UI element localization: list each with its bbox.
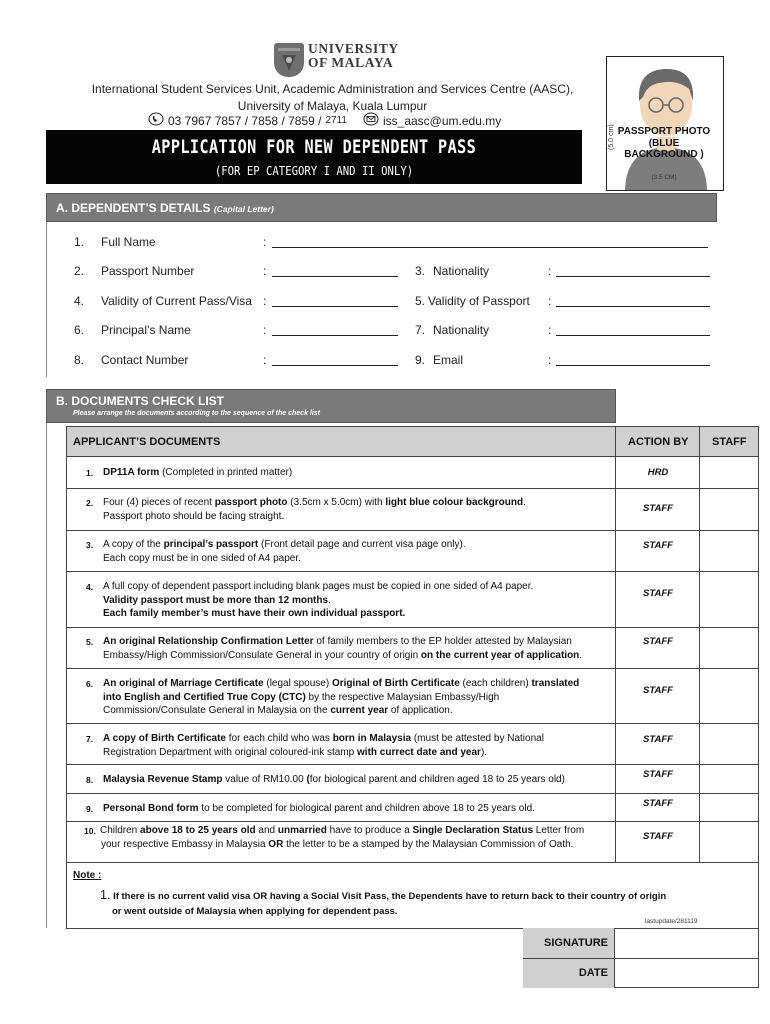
requirement-line (103, 466, 613, 480)
field-colon: : (263, 323, 267, 337)
action-by-value: STAFF (643, 503, 673, 514)
validity-current-pass-input[interactable] (272, 306, 398, 307)
field-number: 7. (415, 323, 426, 337)
bold-text: Malaysia Revenue Stamp (103, 774, 223, 785)
text: your respective Embassy in Malaysia (101, 838, 269, 850)
row-number: 1. (86, 468, 94, 478)
staff-check-cell[interactable] (700, 531, 758, 571)
requirement-line (103, 580, 613, 594)
nationality-label: Nationality (433, 264, 490, 278)
nationality-input[interactable] (556, 276, 710, 277)
action-by-value: STAFF (643, 769, 673, 780)
staff-check-cell[interactable] (700, 458, 758, 488)
email-label: Email (433, 353, 464, 367)
action-by-value: STAFF (643, 636, 673, 647)
passport-photo-box[interactable] (606, 56, 724, 191)
section-b-header (46, 389, 616, 423)
form-title: APPLICATION FOR NEW DEPENDENT PASS (151, 137, 477, 158)
row-number: 2. (86, 498, 94, 508)
requirement-line (103, 773, 613, 787)
text: to be completed for biological parent and children above 18 to 25 years old. (198, 803, 535, 814)
text: Letter from (533, 825, 585, 836)
row-number: 3. (86, 540, 94, 550)
field-number: 1. (74, 235, 85, 249)
validity-passport-label: Validity of Passport (428, 294, 530, 308)
principal-name-input[interactable] (272, 335, 398, 336)
text: value of RM10.00 (222, 774, 307, 785)
document-requirement-text (103, 580, 613, 621)
university-crest-logo (274, 43, 304, 77)
field-colon: : (263, 353, 267, 367)
bold-text: ( (306, 774, 310, 785)
bold-text: with currect date and year (357, 746, 481, 758)
section-b-frame-left (46, 423, 47, 928)
section-a-subtitle: (Capital Letter) (213, 204, 274, 214)
staff-check-cell[interactable] (700, 822, 758, 862)
passport-number-label: Passport Number (101, 264, 195, 278)
requirement-line (103, 677, 613, 691)
document-requirement-text (103, 466, 613, 480)
action-by-value: STAFF (643, 734, 673, 745)
section-b-subtitle: Please arrange the documents according to the sequence of the check list (73, 410, 321, 417)
row-number: 5. (86, 637, 94, 647)
text: the letter to be a stamped by the Malaysian Commission of Oath. (283, 838, 574, 850)
note-number: 1. (100, 888, 111, 902)
text: ). (480, 746, 488, 758)
date-label: DATE (578, 967, 608, 979)
bold-text: light blue colour background (385, 497, 524, 508)
text: for biological parent and children aged 18 to 25 years old) (309, 774, 565, 785)
contact-number-input[interactable] (272, 365, 398, 366)
requirement-line (103, 704, 613, 718)
text: Passport photo should be facing straight. (103, 510, 285, 522)
requirement-line (100, 838, 610, 852)
field-colon: : (263, 264, 267, 278)
bold-text: born in Malaysia (332, 733, 412, 744)
requirement-line (103, 649, 613, 663)
requirement-line (103, 691, 613, 705)
field-colon: : (548, 323, 552, 337)
field-number: 5. (415, 294, 426, 308)
form-subtitle: (FOR EP CATEGORY I AND II ONLY) (214, 163, 414, 178)
requirement-line (103, 732, 613, 746)
action-by-value: STAFF (643, 831, 673, 842)
row-divider (66, 862, 759, 863)
bold-text: translated (531, 678, 580, 689)
address-line-2: University of Malaya, Kuala Lumpur (237, 99, 428, 113)
field-number: 9. (415, 353, 426, 367)
row-number: 10. (84, 826, 96, 836)
field-colon: : (263, 294, 267, 308)
form-title-bar (46, 130, 582, 184)
contact-line (148, 112, 501, 129)
document-requirement-text (103, 773, 613, 787)
field-colon: : (548, 264, 552, 278)
text: (Front detail page and current visa page only). (258, 539, 466, 550)
full-name-input[interactable] (272, 247, 708, 248)
requirement-line (103, 510, 613, 524)
requirement-line (100, 824, 610, 838)
col-header-action-by: ACTION BY (628, 436, 689, 448)
bold-text: Personal Bond form (103, 803, 199, 814)
bold-text: principal’s passport (163, 539, 259, 550)
document-requirement-text (100, 824, 610, 851)
requirement-line (103, 607, 613, 621)
staff-check-cell[interactable] (700, 765, 758, 793)
requirement-line (103, 496, 613, 510)
requirement-line (103, 594, 613, 608)
text: by the respective Malaysian Embassy/High (305, 691, 500, 703)
photo-width-text: (3.5 CM) (651, 174, 677, 181)
document-requirement-text (103, 538, 613, 565)
bold-text: Original of Birth Certificate (331, 678, 460, 689)
validity-current-pass-label: Validity of Current Pass/Visa (101, 294, 252, 308)
document-requirement-text (103, 635, 613, 662)
row-number: 7. (86, 734, 94, 744)
text: . (523, 497, 526, 508)
requirement-line (103, 552, 613, 566)
text: have to produce a (326, 825, 413, 836)
field-colon: : (548, 353, 552, 367)
person-silhouette-icon (607, 57, 724, 191)
field-number: 3. (415, 264, 426, 278)
email-input[interactable] (556, 365, 710, 366)
section-b-title: B. DOCUMENTS CHECK LIST (56, 394, 224, 408)
text: . (328, 594, 331, 606)
last-update-text: lastupdate/281119 (645, 918, 698, 925)
validity-passport-input[interactable] (556, 306, 710, 307)
requirement-line (103, 538, 613, 552)
phone-icon (148, 112, 164, 129)
document-requirement-text (103, 802, 613, 816)
bold-text: above 18 to 25 years old (140, 825, 256, 836)
bold-text: An original Relationship Confirmation Letter (103, 636, 314, 647)
text: and (255, 825, 278, 836)
text: A full copy of dependent passport including blank pages must be copied in one sided of A4 paper. (103, 581, 534, 592)
action-by-value: STAFF (643, 798, 673, 809)
signature-field[interactable] (616, 929, 758, 957)
text: Registration Department with original coloured-ink stamp (103, 746, 358, 758)
bold-text: on the current year of application (420, 649, 580, 661)
envelope-icon (363, 112, 379, 129)
field-colon: : (263, 235, 267, 249)
text: Embassy/High Commission/Consulate General in your country of origin (103, 649, 421, 661)
date-field[interactable] (616, 959, 758, 987)
bold-text: Validity passport must be more than 12 months (103, 594, 329, 606)
requirement-line (103, 746, 613, 760)
note-label: Note : (73, 870, 102, 881)
text: of application. (388, 705, 453, 716)
field-number: 2. (74, 264, 85, 278)
text: Four (4) pieces of recent (103, 497, 215, 508)
field-number: 6. (74, 323, 85, 337)
bold-text: unmarried (277, 825, 327, 836)
document-requirement-text (103, 496, 613, 523)
action-by-value: STAFF (643, 540, 673, 551)
text: Commission/Consulate General in Malaysia on the (103, 705, 331, 716)
text: (each children) (459, 678, 532, 689)
field-number: 8. (74, 353, 85, 367)
text: (3.5cm x 5.0cm) with (287, 497, 386, 508)
document-requirement-text (103, 677, 613, 718)
logo-text-of-malaya: OF MALAYA (308, 55, 394, 70)
phone-extension: 2711 (325, 115, 347, 126)
text: (must be attested by National (411, 733, 544, 744)
staff-check-cell[interactable] (700, 489, 758, 530)
bold-text: current year (330, 705, 389, 716)
text: (legal spouse) (263, 678, 332, 689)
section-a-frame-left (46, 222, 47, 377)
note-line-1: If there is no current valid visa OR having a Social Visit Pass, the Dependents have to return back to their country of origin (113, 891, 667, 902)
photo-height-text: (5.0 cm) (608, 124, 615, 150)
note-item (100, 888, 666, 919)
staff-check-cell[interactable] (700, 794, 758, 821)
text: for each child who was (225, 733, 333, 744)
action-by-value: HRD (647, 467, 669, 478)
full-name-label: Full Name (101, 235, 156, 249)
signature-label: SIGNATURE (544, 937, 608, 949)
bold-text: A copy of Birth Certificate (103, 733, 226, 744)
bold-text: passport photo (214, 497, 288, 508)
bold-text: Each family member’s must have their own individual passport. (103, 608, 406, 619)
staff-check-cell[interactable] (700, 669, 758, 723)
passport-number-input[interactable] (272, 276, 398, 277)
passport-photo-label: PASSPORT PHOTO (BLUE BACKGROUND ) (617, 126, 711, 160)
row-number: 9. (86, 804, 94, 814)
row-number: 4. (86, 582, 94, 592)
note-line-2: or went outside of Malaysia when applying for dependent pass. (112, 906, 398, 917)
address-line-1: International Student Services Unit, Academic Administration and Services Centre (AASC), (91, 82, 574, 96)
staff-check-cell[interactable] (700, 628, 758, 668)
text: Children (100, 825, 141, 836)
bold-text: Single Declaration Status (412, 825, 534, 836)
bold-text: DP11A form (103, 467, 160, 478)
text: Each copy must be in one sided of A4 paper. (103, 552, 301, 564)
bold-text: OR (268, 838, 284, 850)
section-a-header (46, 193, 717, 222)
staff-check-cell[interactable] (700, 724, 758, 764)
logo-text-university: UNIVERSITY (308, 41, 399, 56)
text: A copy of the (103, 539, 164, 550)
bold-text: into English and Certified True Copy (CTC) (103, 691, 306, 703)
field-number: 4. (74, 294, 85, 308)
text: (Completed in printed matter) (159, 467, 293, 478)
document-requirement-text (103, 732, 613, 759)
bold-text: An original of Marriage Certificate (103, 678, 264, 689)
principal-name-label: Principal’s Name (101, 323, 191, 337)
action-by-value: STAFF (643, 685, 673, 696)
field-colon: : (548, 294, 552, 308)
phone-numbers: 03 7967 7857 / 7858 / 7859 / (168, 113, 322, 128)
contact-number-label: Contact Number (101, 353, 189, 367)
staff-check-cell[interactable] (700, 572, 758, 627)
requirement-line (103, 635, 613, 649)
contact-email[interactable]: iss_aasc@um.edu.my (382, 113, 502, 128)
row-number: 6. (86, 679, 94, 689)
action-by-value: STAFF (643, 588, 673, 599)
col-header-documents: APPLICANT’S DOCUMENTS (73, 436, 221, 448)
text: . (579, 649, 583, 661)
nationality-input-2[interactable] (556, 335, 710, 336)
text: of family members to the EP holder attested by Malaysian (313, 636, 572, 647)
row-number: 8. (86, 775, 94, 785)
nationality-label-2: Nationality (433, 323, 490, 337)
col-header-staff: STAFF (712, 436, 747, 448)
section-a-title: A. DEPENDENT’S DETAILS (56, 201, 211, 215)
requirement-line (103, 802, 613, 816)
